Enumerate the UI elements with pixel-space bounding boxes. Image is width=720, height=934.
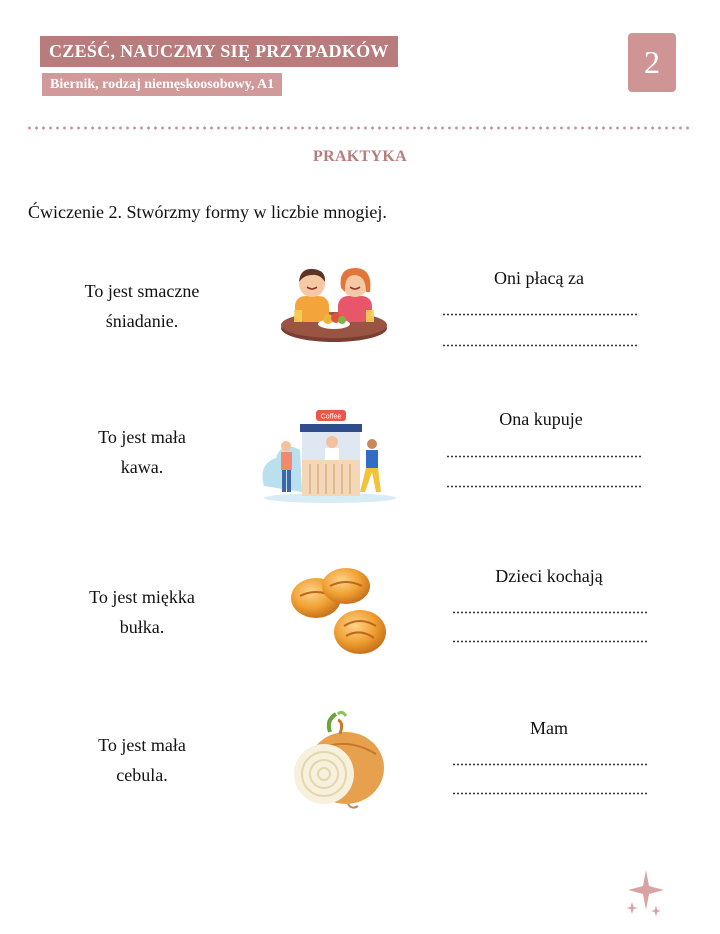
section-heading: PRAKTYKA xyxy=(313,148,407,165)
prompt-line: To jest smaczne xyxy=(84,281,200,301)
answer-blank-line[interactable] xyxy=(442,313,638,316)
prompt-line: kawa. xyxy=(120,457,164,477)
coffee-stand-illustration xyxy=(262,406,398,506)
answer-label: Mam xyxy=(530,718,568,738)
coffee-sign-text: Coffee xyxy=(320,413,342,421)
dotted-divider xyxy=(26,126,690,130)
answer-blank-line[interactable] xyxy=(452,792,648,795)
prompt-line: To jest mała xyxy=(98,735,186,755)
prompt-line: bułka. xyxy=(119,617,165,637)
exercise-prompt xyxy=(42,582,242,642)
sparkle-icon xyxy=(624,868,666,920)
answer-blank-line[interactable] xyxy=(452,611,648,614)
answer-label: Dzieci kochają xyxy=(495,566,603,586)
answer-label: Ona kupuje xyxy=(499,409,583,429)
prompt-line: śniadanie. xyxy=(105,311,179,331)
worksheet-subtitle: Biernik, rodzaj niemęskoosobowy, A1 xyxy=(42,73,282,96)
answer-blank-line[interactable] xyxy=(452,640,648,643)
page-number-badge: 2 xyxy=(628,33,676,92)
onion-illustration xyxy=(288,710,392,812)
prompt-line: cebula. xyxy=(116,765,168,785)
exercise-prompt xyxy=(42,730,242,790)
answer-label: Oni płacą za xyxy=(494,268,584,288)
prompt-line: To jest miękka xyxy=(89,587,195,607)
answer-blank-line[interactable] xyxy=(446,455,642,458)
exercise-prompt xyxy=(42,276,242,336)
answer-blank-line[interactable] xyxy=(446,485,642,488)
answer-blank-line[interactable] xyxy=(452,763,648,766)
answer-blank-line[interactable] xyxy=(442,344,638,347)
worksheet-title: CZEŚĆ, NAUCZMY SIĘ PRZYPADKÓW xyxy=(40,36,398,67)
prompt-line: To jest mała xyxy=(98,427,186,447)
exercise-prompt xyxy=(42,422,242,482)
exercise-instruction: Ćwiczenie 2. Stwórzmy formy w liczbie mnogiej. xyxy=(28,202,387,222)
breakfast-illustration xyxy=(278,262,390,350)
bread-rolls-illustration xyxy=(286,566,392,658)
